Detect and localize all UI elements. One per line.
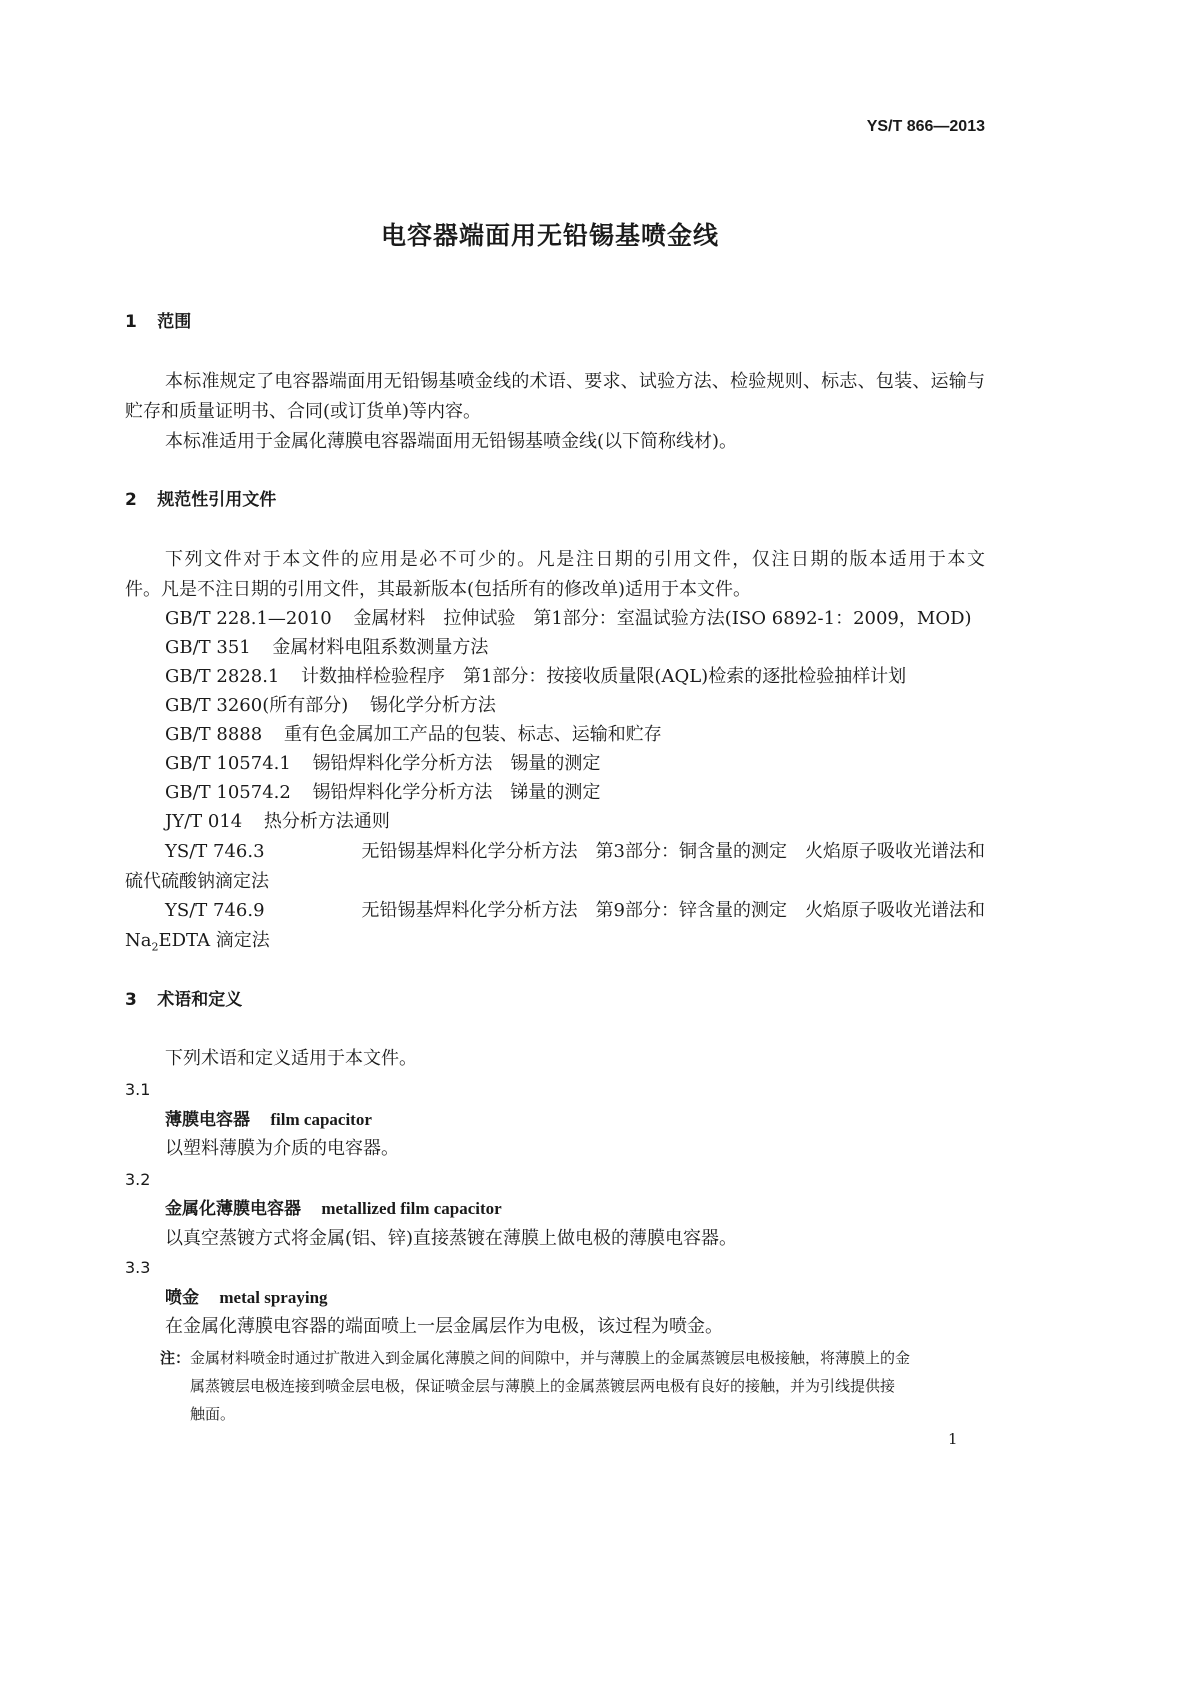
section-title: 术语和定义 [157, 990, 243, 1010]
reference-title: 热分析方法通则 [263, 811, 390, 832]
paragraph-line: 件。凡是不注日期的引用文件，其最新版本(包括所有的修改单)适用于本文件。 [125, 579, 752, 600]
reference-continuation: 硫代硫酸钠滴定法 [125, 871, 269, 892]
reference-code: JY/T 014 [165, 811, 243, 832]
section-1-heading [125, 310, 191, 334]
note-label: 注： [160, 1349, 191, 1367]
term-definition: 以塑料薄膜为介质的电容器。 [165, 1138, 399, 1159]
section-title: 范围 [157, 312, 192, 332]
reference-code: GB/T 351 [165, 637, 251, 658]
reference-code: GB/T 3260(所有部分) [165, 695, 349, 716]
formula-text: EDTA 滴定法 [158, 930, 270, 951]
section-3-heading [125, 988, 242, 1012]
reference-item [165, 840, 985, 864]
reference-title: 无铅锡基焊料化学分析方法 第3部分：铜含量的测定 火焰原子吸收光谱法和 [361, 841, 985, 862]
reference-code: YS/T 746.9 [165, 900, 265, 921]
reference-title: 锡铅焊料化学分析方法 锡量的测定 [312, 753, 601, 774]
term-en: film capacitor [270, 1110, 372, 1129]
document-title: 电容器端面用无铅锡基喷金线 [380, 221, 719, 250]
paragraph-line: 本标准规定了电容器端面用无铅锡基喷金线的术语、要求、试验方法、检验规则、标志、包装、运输与 [165, 371, 985, 392]
reference-item [165, 810, 390, 834]
standard-number: YS/T 866—2013 [866, 118, 985, 135]
term-zh: 薄膜电容器 [165, 1110, 250, 1130]
note-line: 属蒸镀层电极连接到喷金层电极，保证喷金层与薄膜上的金属蒸镀层两电极有良好的接触，并为引线提供接 [190, 1377, 896, 1395]
note-line: 触面。 [190, 1405, 236, 1423]
section-2-heading [125, 488, 276, 512]
formula-text: Na [125, 930, 152, 951]
term-zh: 喷金 [165, 1288, 199, 1308]
term-number: 3.2 [125, 1170, 151, 1189]
paragraph: 下列术语和定义适用于本文件。 [165, 1048, 417, 1069]
reference-item [165, 636, 488, 660]
section-number: 2 [125, 490, 137, 510]
reference-code: GB/T 10574.1 [165, 753, 291, 774]
term-name [165, 1286, 328, 1310]
reference-code: YS/T 746.3 [165, 841, 265, 862]
section-number: 1 [125, 312, 137, 332]
reference-title: 无铅锡基焊料化学分析方法 第9部分：锌含量的测定 火焰原子吸收光谱法和 [361, 900, 985, 921]
reference-code: GB/T 8888 [165, 724, 263, 745]
paragraph-line: 下列文件对于本文件的应用是必不可少的。凡是注日期的引用文件，仅注日期的版本适用于本文 [165, 549, 985, 570]
reference-title: 重有色金属加工产品的包装、标志、运输和贮存 [283, 724, 662, 745]
section-number: 3 [125, 990, 137, 1010]
term-en: metallized film capacitor [321, 1199, 502, 1218]
term-number: 3.1 [125, 1080, 151, 1099]
reference-continuation [125, 929, 270, 960]
reference-title: 金属材料电阻系数测量方法 [272, 637, 489, 658]
reference-item [165, 665, 906, 689]
term-zh: 金属化薄膜电容器 [165, 1199, 301, 1219]
term-definition: 在金属化薄膜电容器的端面喷上一层金属层作为电极，该过程为喷金。 [165, 1316, 723, 1337]
reference-item [165, 607, 972, 631]
reference-item [165, 723, 662, 747]
reference-code: GB/T 10574.2 [165, 782, 291, 803]
note-line: 金属材料喷金时通过扩散进入到金属化薄膜之间的间隙中，并与薄膜上的金属蒸镀层电极接触，将薄膜上的金 [190, 1349, 911, 1367]
term-name [165, 1197, 502, 1221]
section-title: 规范性引用文件 [157, 490, 277, 510]
reference-item [165, 694, 496, 718]
page-number: 1 [948, 1430, 958, 1448]
paragraph-line: 贮存和质量证明书、合同(或订货单)等内容。 [125, 401, 482, 422]
reference-title: 锡铅焊料化学分析方法 锑量的测定 [312, 782, 601, 803]
term-definition: 以真空蒸镀方式将金属(铝、锌)直接蒸镀在薄膜上做电极的薄膜电容器。 [165, 1228, 738, 1249]
paragraph: 本标准适用于金属化薄膜电容器端面用无铅锡基喷金线(以下简称线材)。 [165, 431, 738, 452]
reference-item [165, 899, 985, 923]
reference-code: GB/T 228.1—2010 [165, 608, 332, 629]
term-en: metal spraying [219, 1288, 328, 1307]
reference-item [165, 752, 600, 776]
reference-title: 计数抽样检验程序 第1部分：按接收质量限(AQL)检索的逐批检验抽样计划 [300, 666, 907, 687]
term-number: 3.3 [125, 1258, 151, 1277]
note [160, 1346, 910, 1370]
formula-subscript: 2 [151, 940, 159, 954]
term-name [165, 1108, 372, 1132]
reference-title: 锡化学分析方法 [369, 695, 496, 716]
reference-code: GB/T 2828.1 [165, 666, 280, 687]
reference-title: 金属材料 拉伸试验 第1部分：室温试验方法(ISO 6892-1：2009，MOD) [353, 608, 972, 629]
reference-item [165, 781, 600, 805]
